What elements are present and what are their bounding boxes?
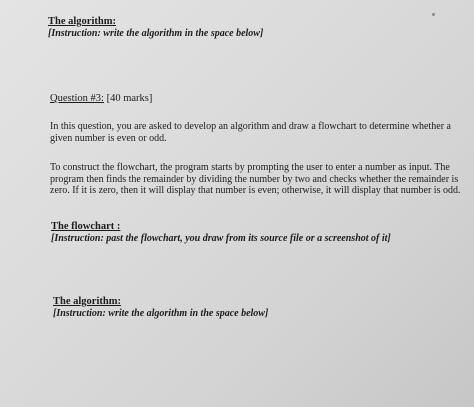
algorithm-instruction-bottom: [Instruction: write the algorithm in the space below]: [53, 308, 269, 319]
algorithm-heading-top: The algorithm:: [48, 16, 116, 27]
question-title: [50, 93, 152, 105]
paper-mark: [432, 13, 435, 16]
flowchart-instruction: [Instruction: past the flowchart, you draw from its source file or a screenshot of it]: [51, 233, 391, 244]
question-marks: [40 marks]: [106, 93, 153, 104]
question-paragraph-2: To construct the flowchart, the program starts by prompting the user to enter a number as input. The program then finds the remainder by dividing the number by two and checks whether the remainder is zero. If it is zero, then it will display that number is even; otherwise, it will display that number is odd.: [50, 162, 461, 196]
question-label: Question #3:: [50, 93, 104, 104]
algorithm-instruction-top: [Instruction: write the algorithm in the space below]: [48, 28, 264, 39]
flowchart-heading: The flowchart :: [51, 221, 121, 232]
algorithm-heading-bottom: The algorithm:: [53, 296, 121, 307]
question-paragraph-1: In this question, you are asked to develop an algorithm and draw a flowchart to determine whether a given number is even or odd.: [50, 121, 451, 144]
algorithm-section-top: [48, 16, 263, 40]
algorithm-section-bottom: [53, 296, 268, 320]
flowchart-section: [51, 221, 391, 245]
question-header: [50, 93, 152, 105]
